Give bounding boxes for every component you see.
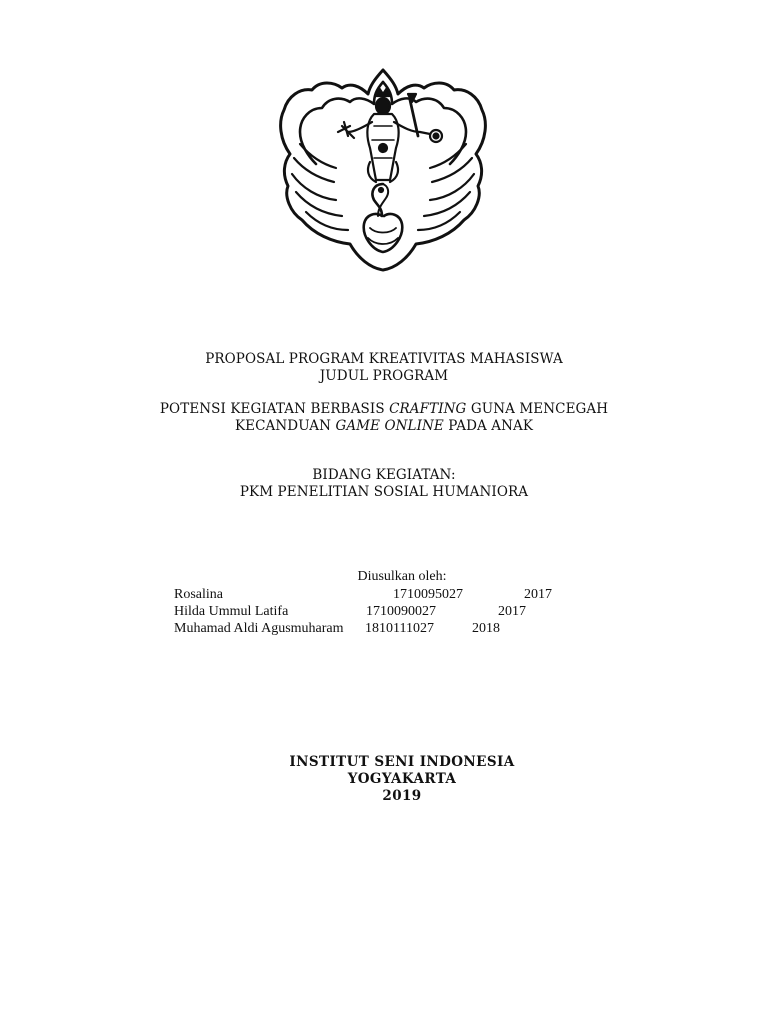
member-year: 2017 — [524, 587, 552, 602]
program-title-line-1 — [0, 401, 768, 418]
member-year: 2017 — [498, 604, 526, 619]
member-year: 2018 — [472, 621, 500, 636]
isi-emblem-logo — [270, 66, 496, 276]
field-value: PKM PENELITIAN SOSIAL HUMANIORA — [239, 484, 529, 500]
title-block — [0, 351, 768, 385]
proposers-heading: Diusulkan oleh: — [357, 569, 447, 584]
institution-block — [0, 754, 768, 805]
program-title-part: POTENSI KEGIATAN BERBASIS — [159, 401, 390, 417]
program-title — [0, 401, 768, 435]
field-label: BIDANG KEGIATAN: — [312, 467, 456, 483]
program-title-part: PADA ANAK — [443, 418, 534, 434]
institution-year: 2019 — [382, 788, 422, 804]
title-line-1: PROPOSAL PROGRAM KREATIVITAS MAHASISWA — [205, 351, 563, 367]
field-block — [0, 467, 768, 501]
member-nim: 1810111027 — [365, 621, 434, 636]
program-title-italic: CRAFTING — [389, 401, 467, 417]
member-name: Hilda Ummul Latifa — [174, 604, 289, 619]
program-title-line-2 — [0, 418, 768, 435]
program-title-part: KECANDUAN — [234, 418, 336, 434]
member-nim: 1710095027 — [393, 587, 463, 602]
program-title-italic: GAME ONLINE — [335, 418, 444, 434]
program-title-part: GUNA MENCEGAH — [466, 401, 609, 417]
member-name: Rosalina — [174, 587, 223, 602]
title-line-2: JUDUL PROGRAM — [319, 368, 449, 384]
member-name: Muhamad Aldi Agusmuharam — [174, 621, 344, 636]
institution-name: INSTITUT SENI INDONESIA — [289, 754, 515, 770]
institution-city: YOGYAKARTA — [347, 771, 457, 787]
member-nim: 1710090027 — [366, 604, 436, 619]
